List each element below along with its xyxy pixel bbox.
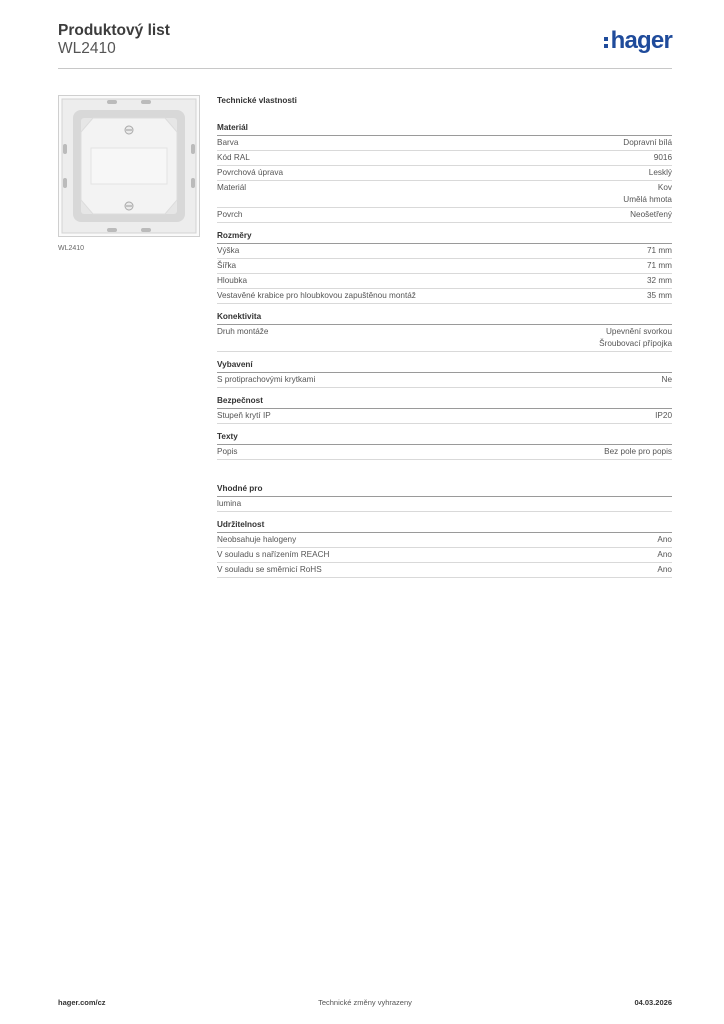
spec-row [217, 244, 672, 259]
spec-label: lumina [217, 499, 242, 508]
spec-section [217, 311, 672, 352]
spec-section [217, 122, 672, 223]
spec-section [217, 483, 672, 512]
spec-value-line: Ano [657, 535, 672, 544]
section-title: Udržitelnost [217, 519, 672, 533]
spec-row [217, 151, 672, 166]
spec-value [657, 564, 672, 576]
spec-row [217, 409, 672, 424]
spec-value-line: 71 mm [646, 261, 672, 270]
spec-value-line: 35 mm [646, 291, 672, 300]
section-title: Konektivita [217, 311, 672, 325]
spec-row [217, 181, 672, 208]
spec-value-line: Lesklý [648, 168, 672, 177]
page-title: Produktový list [58, 22, 170, 39]
spec-label: Hloubka [217, 276, 248, 285]
spec-row [217, 259, 672, 274]
spec-value-line: Neošetřený [630, 210, 672, 219]
spec-value-line: Dopravní bílá [623, 138, 672, 147]
spec-value [623, 137, 672, 149]
spec-value [630, 209, 672, 221]
hager-logo [604, 26, 672, 56]
section-title: Bezpečnost [217, 395, 672, 409]
spec-label: Povrch [217, 210, 243, 219]
spec-value [657, 534, 672, 546]
spec-label: Kód RAL [217, 153, 250, 162]
spec-value-line: 9016 [653, 153, 672, 162]
spec-value [654, 152, 672, 164]
spec-label: Druh montáže [217, 327, 269, 336]
logo-dots-icon [604, 37, 608, 48]
page-header [58, 20, 672, 70]
spec-value [649, 167, 672, 179]
spec-row [217, 548, 672, 563]
section-title: Texty [217, 431, 672, 445]
product-image [58, 95, 200, 237]
footer-date: 04.03.2026 [634, 998, 672, 1007]
spec-value [655, 410, 672, 422]
section-title: Rozměry [217, 230, 672, 244]
spec-label: S protiprachovými krytkami [217, 375, 316, 384]
spec-label: Stupeň krytí IP [217, 411, 271, 420]
spec-row [217, 274, 672, 289]
spec-label: Vestavěné krabice pro hloubkovou zapuštěnou montáž [217, 291, 416, 300]
spec-value-line: Šroubovací přípojka [599, 339, 672, 348]
spec-value [647, 260, 672, 272]
spec-label: Barva [217, 138, 239, 147]
spec-section [217, 431, 672, 460]
spec-label: V souladu s nařízením REACH [217, 550, 330, 559]
header-divider [58, 68, 672, 69]
footer-notice: Technické změny vyhrazeny [318, 998, 412, 1007]
spec-row [217, 208, 672, 223]
spec-value [657, 549, 672, 561]
spec-label: V souladu se směrnicí RoHS [217, 565, 322, 574]
spec-value-line: Upevnění svorkou [606, 327, 672, 336]
spec-section [217, 519, 672, 578]
section-title: Vybavení [217, 359, 672, 373]
spec-row [217, 289, 672, 304]
spec-label: Popis [217, 447, 238, 456]
spec-value-line: Umělá hmota [623, 195, 672, 204]
image-caption: WL2410 [58, 245, 85, 252]
spec-row [217, 166, 672, 181]
spec-row [217, 533, 672, 548]
spec-value [599, 326, 672, 350]
spec-value-line: Ne [661, 375, 672, 384]
spec-row [217, 136, 672, 151]
spec-section [217, 359, 672, 388]
spec-value [647, 290, 672, 302]
spec-row [217, 445, 672, 460]
spec-value [604, 446, 672, 458]
spec-row [217, 373, 672, 388]
specs-title: Technické vlastnosti [217, 96, 297, 105]
spec-section [217, 395, 672, 424]
spec-value-line: 32 mm [646, 276, 672, 285]
technical-specs [217, 95, 672, 585]
spec-label: Výška [217, 246, 240, 255]
spec-value-line: Bez pole pro popis [604, 447, 672, 456]
cover-plate-icon [59, 96, 199, 236]
spec-label: Povrchová úprava [217, 168, 283, 177]
footer-website: hager.com/cz [58, 998, 106, 1007]
product-code: WL2410 [58, 40, 116, 57]
spec-value-line: Kov [657, 183, 672, 192]
spec-row [217, 497, 672, 512]
spec-value [623, 182, 672, 206]
spec-label: Materiál [217, 183, 247, 192]
spec-row [217, 325, 672, 352]
spec-label: Šířka [217, 261, 237, 270]
section-title: Vhodné pro [217, 483, 672, 497]
spec-row [217, 563, 672, 578]
logo-text: hager [610, 27, 672, 54]
spec-value-line: Ano [657, 565, 672, 574]
spec-section [217, 230, 672, 304]
section-title: Materiál [217, 122, 672, 136]
spec-value [647, 275, 672, 287]
spec-value [647, 245, 672, 257]
spec-value-line: Ano [657, 550, 672, 559]
spec-value [662, 374, 672, 386]
spec-value-line: IP20 [655, 411, 672, 420]
spec-value-line: 71 mm [646, 246, 672, 255]
spec-label: Neobsahuje halogeny [217, 535, 297, 544]
spec-sections [217, 122, 672, 578]
